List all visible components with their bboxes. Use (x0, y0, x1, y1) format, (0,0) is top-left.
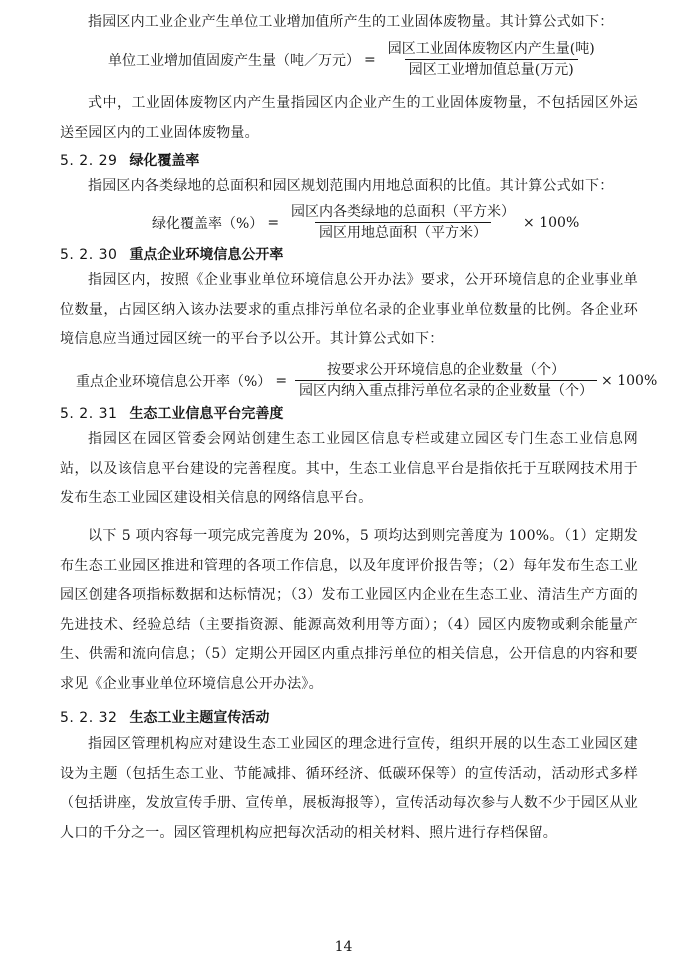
formula-equals: = (267, 214, 280, 231)
section-5-2-32-text: 指园区管理机构应对建设生态工业园区的理念进行宣传，组织开展的以生态工业园区建设为主题（包括生态工业、节能减排、循环经济、低碳环保等）的宣传活动，活动形式多样（包括讲座，发放宣传手册、宣传单，展板海报等），宣传活动每次参与人数不少于园区从业人口的千分之一。园区管理机构应把每次活动的相关材料、照片进行存档保留。 (60, 736, 638, 841)
section-heading-5-2-30 (60, 245, 283, 265)
formula-denominator: 园区内纳入重点排污单位名录的企业数量（个） (295, 380, 597, 400)
section-heading-5-2-32 (60, 708, 269, 728)
formula-denominator: 园区用地总面积（平方米） (315, 222, 491, 242)
section-title: 绿化覆盖率 (129, 153, 200, 169)
section-number: 5. 2. 31 (60, 406, 118, 422)
formula-disclosure-rate (76, 361, 657, 400)
section-heading-5-2-29 (60, 151, 199, 171)
page-number: 14 (334, 939, 353, 955)
formula-lhs: 单位工业增加值固废产生量（吨／万元） (108, 52, 360, 69)
formula-numerator: 园区内各类绿地的总面积（平方米） (291, 204, 516, 220)
formula-unit-waste (108, 40, 603, 79)
section-title: 重点企业环境信息公开率 (129, 247, 284, 263)
formula-green-coverage (152, 203, 579, 242)
formula-multiplier: × 100% (523, 214, 580, 231)
formula-lhs: 重点企业环境信息公开率（%） (76, 373, 272, 390)
section-5-2-29-text: 指园区内各类绿地的总面积和园区规划范围内用地总面积的比值。其计算公式如下： (88, 178, 614, 194)
formula-lhs: 绿化覆盖率（%） (152, 215, 264, 232)
section-5-2-30-text: 指园区内，按照《企业事业单位环境信息公开办法》要求，公开环境信息的企业事业单位数量，占园区纳入该办法要求的重点排污单位名录的企业事业单位数量的比例。各企业环境信息应当通过园区统一的平台予以公开。其计算公式如下： (60, 272, 638, 347)
section-number: 5. 2. 30 (60, 247, 118, 263)
section-heading-5-2-31 (60, 404, 283, 424)
section-title: 生态工业主题宣传活动 (129, 710, 270, 726)
formula-fraction (295, 361, 597, 400)
formula-fraction (384, 40, 599, 79)
formula-fraction (287, 203, 519, 242)
section-number: 5. 2. 32 (60, 710, 118, 726)
section-title: 生态工业信息平台完善度 (129, 406, 284, 422)
formula-equals: = (364, 51, 376, 68)
formula-explanation-paragraph: 式中，工业固体废物区内产生量指园区内企业产生的工业固体废物量，不包括园区外运送至园区内的工业固体废物量。 (60, 95, 638, 141)
formula-denominator: 园区工业增加值总量(万元) (405, 59, 578, 79)
section-number: 5. 2. 29 (60, 153, 118, 169)
formula-multiplier: × 100% (601, 372, 658, 389)
section-5-2-31-text-1: 指园区在园区管委会网站创建生态工业园区信息专栏或建立园区专门生态工业信息网站，以及该信息平台建设的完善程度。其中，生态工业信息平台是指依托于互联网技术用于发布生态工业园区建设相关信息的网络信息平台。 (60, 431, 638, 506)
formula-numerator: 园区工业固体废物区内产生量(吨) (387, 41, 595, 57)
formula-equals: = (275, 372, 288, 389)
intro-paragraph: 指园区内工业企业产生单位工业增加值所产生的工业固体废物量。其计算公式如下： (88, 14, 614, 30)
section-5-2-31-text-2: 以下 5 项内容每一项完成完善度为 20%，5 项均达到则完善度为 100%。（1）定期发布生态工业园区推进和管理的各项工作信息，以及年度评价报告等；（2）每年发布生态工业园区创建各项指标数据和达标情况；（3）发布工业园区内企业在生态工业、清洁生产方面的先进技术、经验总结（主要指资源、能源高效利用等方面）；（4）园区内废物或剩余能量产生、供需和流向信息；（5）定期公开园区内重点排污单位的相关信息，公开信息的内容和要求见《企业事业单位环境信息公开办法》。 (60, 528, 638, 692)
formula-numerator: 按要求公开环境信息的企业数量（个） (327, 362, 566, 378)
